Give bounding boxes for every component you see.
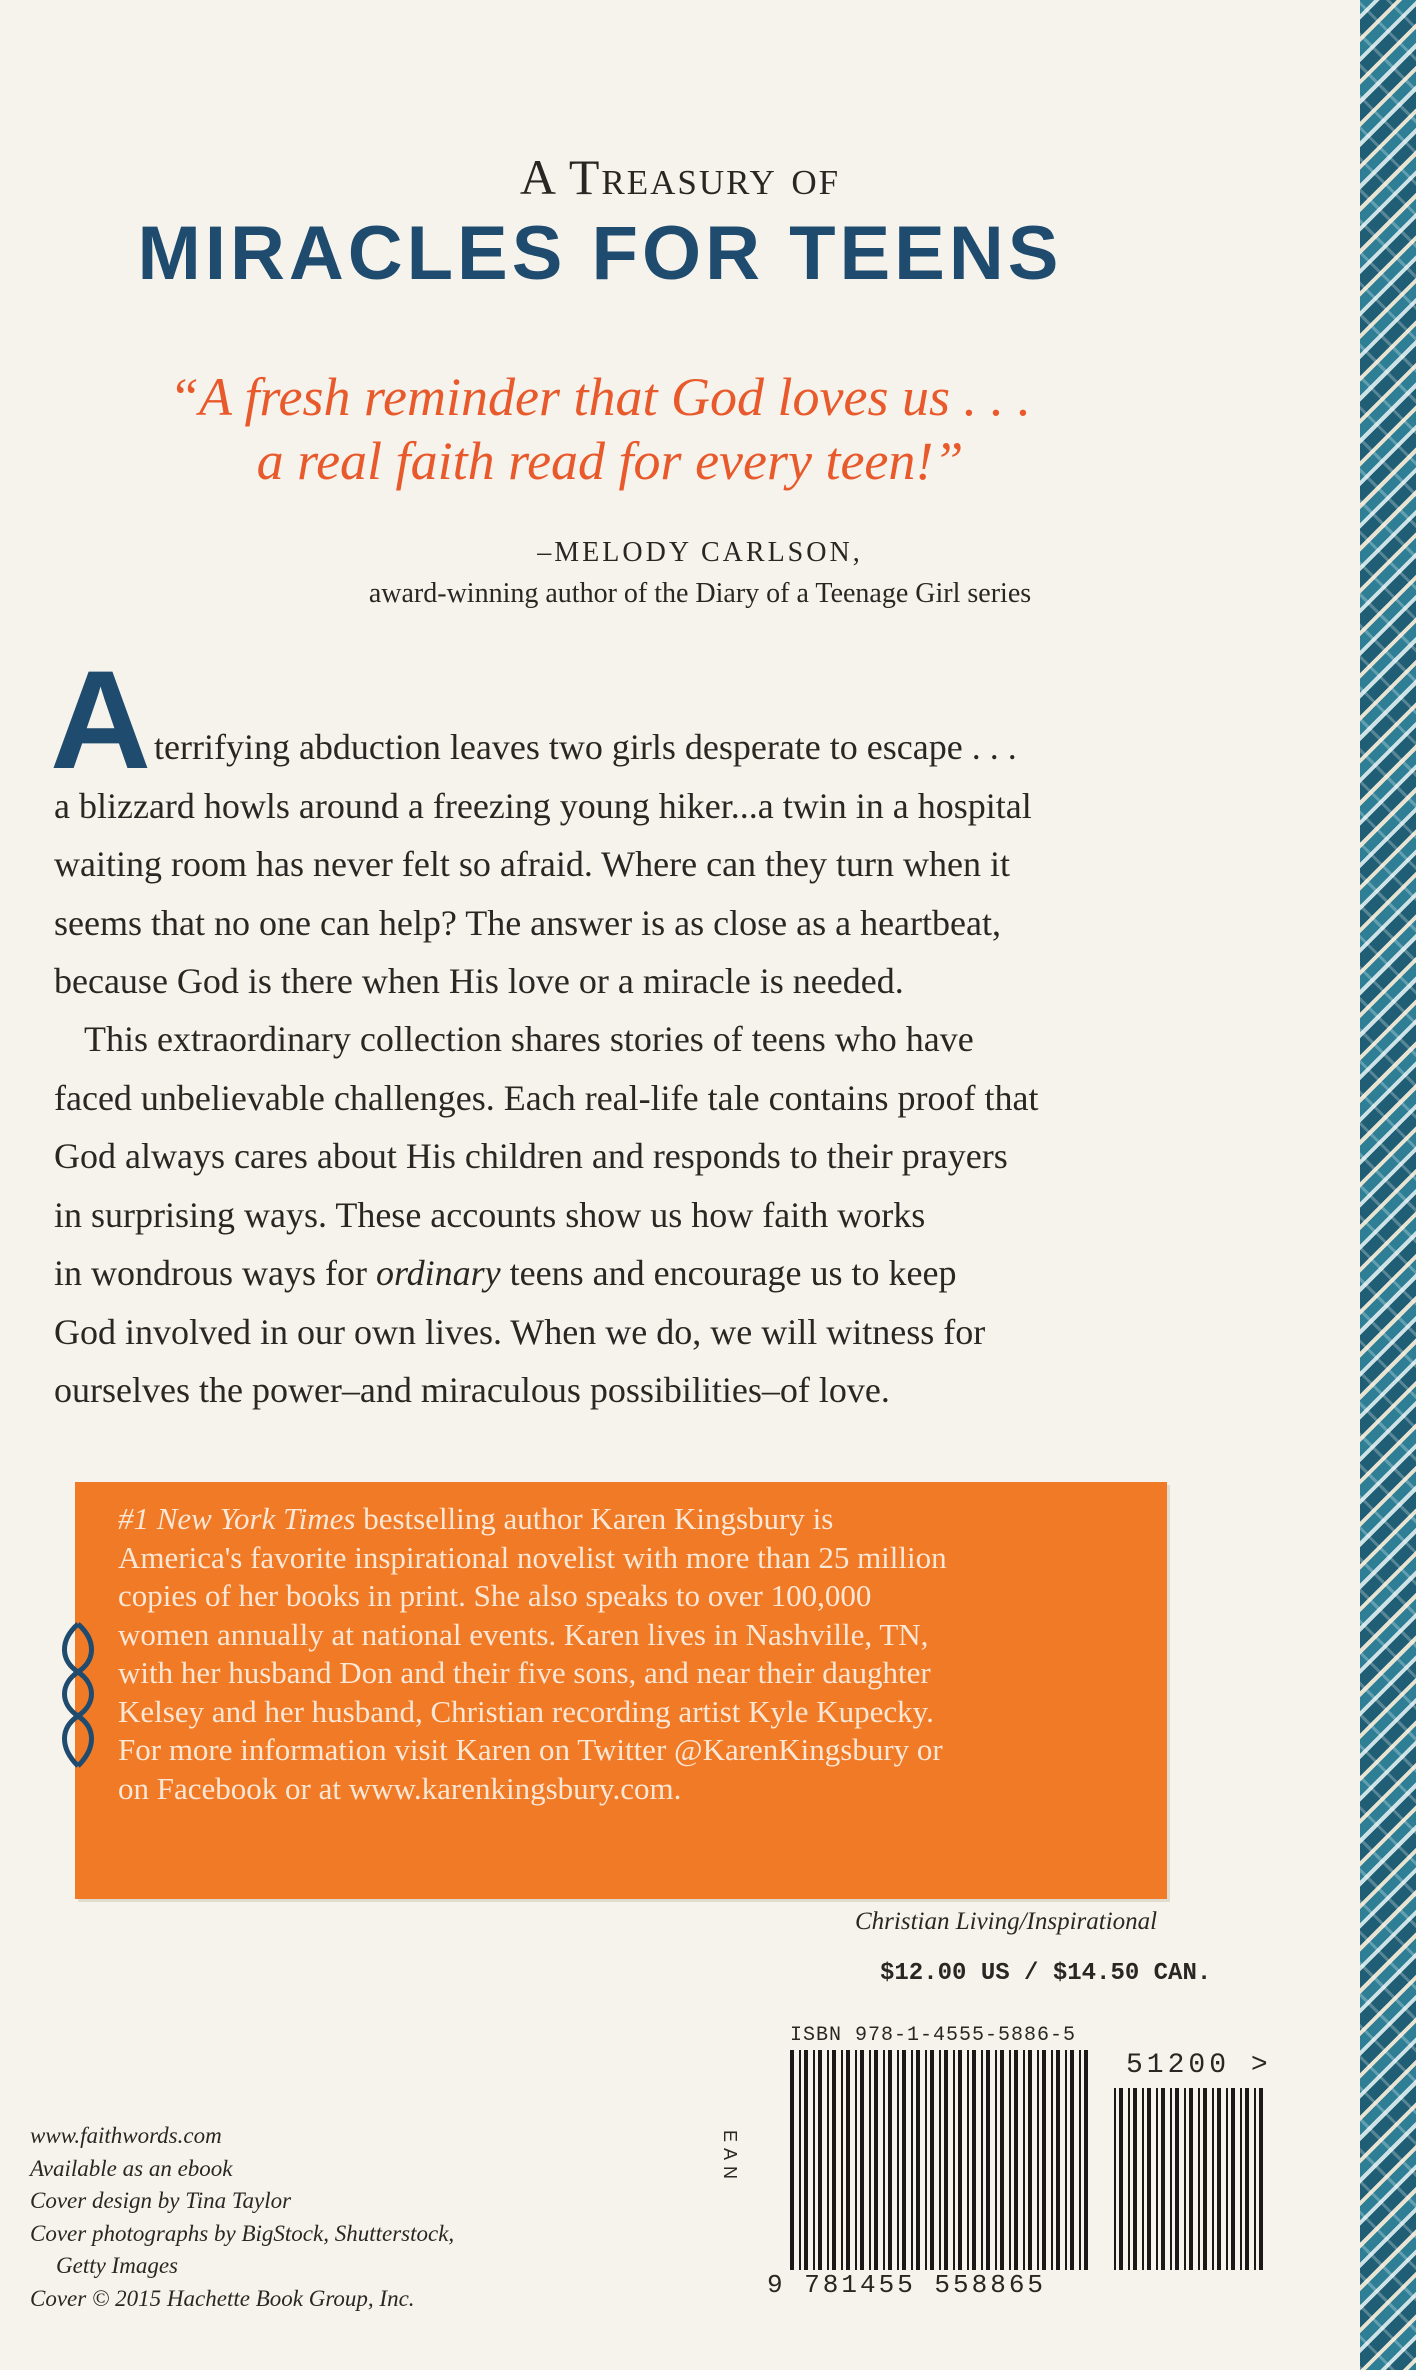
ebook-note: Available as an ebook: [30, 2155, 233, 2181]
barcode-bar: [818, 2050, 822, 2270]
ean-label: EAN: [720, 2130, 740, 2186]
bio-line: America's favorite inspirational novelist with more than 25 million: [118, 1539, 947, 1575]
barcode-bar: [1023, 2050, 1025, 2270]
quote-line-1: “A fresh reminder that God loves us . . .: [169, 367, 1031, 427]
bio-run: bestselling author Karen Kingsbury is: [355, 1501, 834, 1536]
text-line: God involved in our own lives. When we do, we will witness for: [54, 1311, 986, 1352]
barcode-bar: [869, 2050, 871, 2270]
barcode-bar: [925, 2050, 927, 2270]
quote-line-2: a real faith read for every teen!”: [256, 431, 964, 491]
barcode-bar: [1170, 2088, 1172, 2270]
barcode-bar: [1189, 2088, 1193, 2270]
barcode-bar: [1226, 2088, 1228, 2270]
barcode-bar: [1142, 2088, 1144, 2270]
publisher-website: www.faithwords.com: [30, 2123, 222, 2148]
barcode-bar: [799, 2050, 801, 2270]
bio-line: For more information visit Karen on Twitter @KarenKingsbury or: [118, 1732, 943, 1767]
text-line: ourselves the power–and miraculous possibilities–of love.: [54, 1370, 890, 1410]
knot-ornament-icon: [56, 1620, 100, 1770]
barcode-bar: [1051, 2050, 1053, 2270]
barcode-bar: [1156, 2088, 1158, 2270]
book-category: Christian Living/Inspirational: [855, 1908, 1158, 1935]
barcode-bar: [1084, 2050, 1088, 2270]
barcode-digits: 9 781455 558865: [767, 2270, 1047, 2300]
bio-line: women annually at national events. Karen lives in Nashville, TN,: [118, 1616, 929, 1652]
barcode-bar: [1000, 2050, 1004, 2270]
endorser-name: –MELODY CARLSON,: [537, 537, 863, 568]
description-paragraph-2: [54, 1010, 1254, 1420]
isbn-label: ISBN 978-1-4555-5886-5: [790, 2024, 1077, 2047]
barcode-bar: [916, 2050, 920, 2270]
price-code: 51200 >: [1126, 2050, 1272, 2081]
barcode-bar: [832, 2050, 836, 2270]
barcode-bar: [1056, 2050, 1060, 2270]
barcode-bar: [1217, 2088, 1221, 2270]
text-line: waiting room has never felt so afraid. Where can they turn when it: [54, 844, 1011, 884]
photo-credit: Cover photographs by BigStock, Shutterstock,: [30, 2220, 455, 2246]
price-label: $12.00 US / $14.50 CAN.: [880, 1960, 1212, 1987]
barcode-bar: [1231, 2088, 1235, 2270]
bio-line: Kelsey and her husband, Christian recording artist Kyle Kupecky.: [118, 1693, 934, 1729]
barcode-bar: [1119, 2088, 1123, 2270]
barcode-bar: [874, 2050, 878, 2270]
barcode-bar: [1028, 2050, 1032, 2270]
barcode-bar: [1198, 2088, 1200, 2270]
barcode-bar: [972, 2050, 976, 2270]
author-bio-text: [118, 1500, 1178, 1808]
barcode-bar: [860, 2050, 864, 2270]
barcode-bar: [953, 2050, 955, 2270]
cover-credits: [30, 2120, 454, 2315]
text-line: God always cares about His children and responds to their prayers: [54, 1136, 1008, 1176]
endorser-description: award-winning author of the Diary of a Teenage Girl series: [368, 578, 1032, 609]
barcode-bar: [813, 2050, 815, 2270]
barcode-bar: [888, 2050, 892, 2270]
book-title: MIRACLES FOR TEENS: [137, 211, 1063, 296]
barcode-bar: [902, 2050, 906, 2270]
barcode-bar: [1009, 2050, 1011, 2270]
woven-edge-decoration: [1360, 0, 1416, 2370]
barcode-bar: [1161, 2088, 1165, 2270]
price-addon-barcode: [1114, 2088, 1266, 2270]
barcode-bar: [1079, 2050, 1081, 2270]
description-paragraph-1: [54, 718, 1254, 1011]
barcode-bar: [1175, 2088, 1179, 2270]
series-title: A Treasury of: [519, 149, 841, 205]
barcode-bar: [883, 2050, 885, 2270]
barcode-bar: [995, 2050, 997, 2270]
copyright-notice: Cover © 2015 Hachette Book Group, Inc.: [30, 2285, 415, 2311]
text-run: teens and encourage us to keep: [500, 1253, 957, 1293]
drop-cap: A: [50, 641, 152, 798]
barcode-bar: [1212, 2088, 1214, 2270]
barcode-bar: [1114, 2088, 1116, 2270]
bio-line: copies of her books in print. She also speaks to over 100,000: [118, 1578, 872, 1613]
text-line: in surprising ways. These accounts show us how faith works: [54, 1194, 926, 1235]
text-line: seems that no one can help? The answer is as close as a heartbeat,: [54, 902, 1001, 943]
barcode-bar: [1203, 2088, 1207, 2270]
barcode-bar: [1128, 2088, 1130, 2270]
barcode-bar: [804, 2050, 808, 2270]
text-line: terrifying abduction leaves two girls desperate to escape . . .: [154, 727, 1017, 767]
barcode-bar: [967, 2050, 969, 2270]
cover-design-credit: Cover design by Tina Taylor: [30, 2188, 292, 2213]
bio-line: [118, 1500, 1178, 1539]
barcode-bar: [911, 2050, 913, 2270]
text-line: [54, 1244, 1254, 1303]
barcode-bar: [790, 2050, 794, 2270]
text-run: in wondrous ways for: [54, 1253, 376, 1293]
barcode-bar: [1065, 2050, 1067, 2270]
barcode-bar: [1037, 2050, 1039, 2270]
barcode-bar: [1259, 2088, 1263, 2270]
barcode-bar: [827, 2050, 829, 2270]
bio-line: on Facebook or at www.karenkingsbury.com.: [118, 1770, 682, 1806]
text-line: because God is there when His love or a miracle is needed.: [54, 961, 904, 1001]
barcode-bar: [855, 2050, 857, 2270]
barcode-bar: [944, 2050, 948, 2270]
bio-emphasis: #1 New York Times: [118, 1501, 356, 1536]
text-line: faced unbelievable challenges. Each real-life tale contains proof that: [54, 1077, 1039, 1118]
text-line: a blizzard howls around a freezing young hiker...a twin in a hospital: [54, 785, 1032, 826]
barcode-bar: [897, 2050, 899, 2270]
barcode-bar: [1133, 2088, 1137, 2270]
barcode-bar: [1240, 2088, 1242, 2270]
barcode-bar: [846, 2050, 850, 2270]
endorsement-quote: [130, 365, 1070, 493]
barcode-bar: [1245, 2088, 1249, 2270]
barcode-bar: [1147, 2088, 1151, 2270]
barcode-bar: [1042, 2050, 1046, 2270]
isbn-barcode: [790, 2050, 1090, 2270]
barcode-bar: [1254, 2088, 1256, 2270]
photo-credit-cont: Getty Images: [56, 2253, 178, 2278]
text-line: This extraordinary collection shares stories of teens who have: [84, 1019, 974, 1059]
emphasis-ordinary: ordinary: [375, 1253, 501, 1293]
barcode-bar: [930, 2050, 934, 2270]
barcode-bar: [981, 2050, 983, 2270]
barcode-bar: [986, 2050, 990, 2270]
barcode-bar: [841, 2050, 843, 2270]
barcode-bar: [1070, 2050, 1074, 2270]
barcode-bar: [1184, 2088, 1186, 2270]
barcode-bar: [958, 2050, 962, 2270]
barcode-bar: [1014, 2050, 1018, 2270]
bio-line: with her husband Don and their five sons, and near their daughter: [118, 1655, 931, 1690]
barcode-bar: [939, 2050, 941, 2270]
